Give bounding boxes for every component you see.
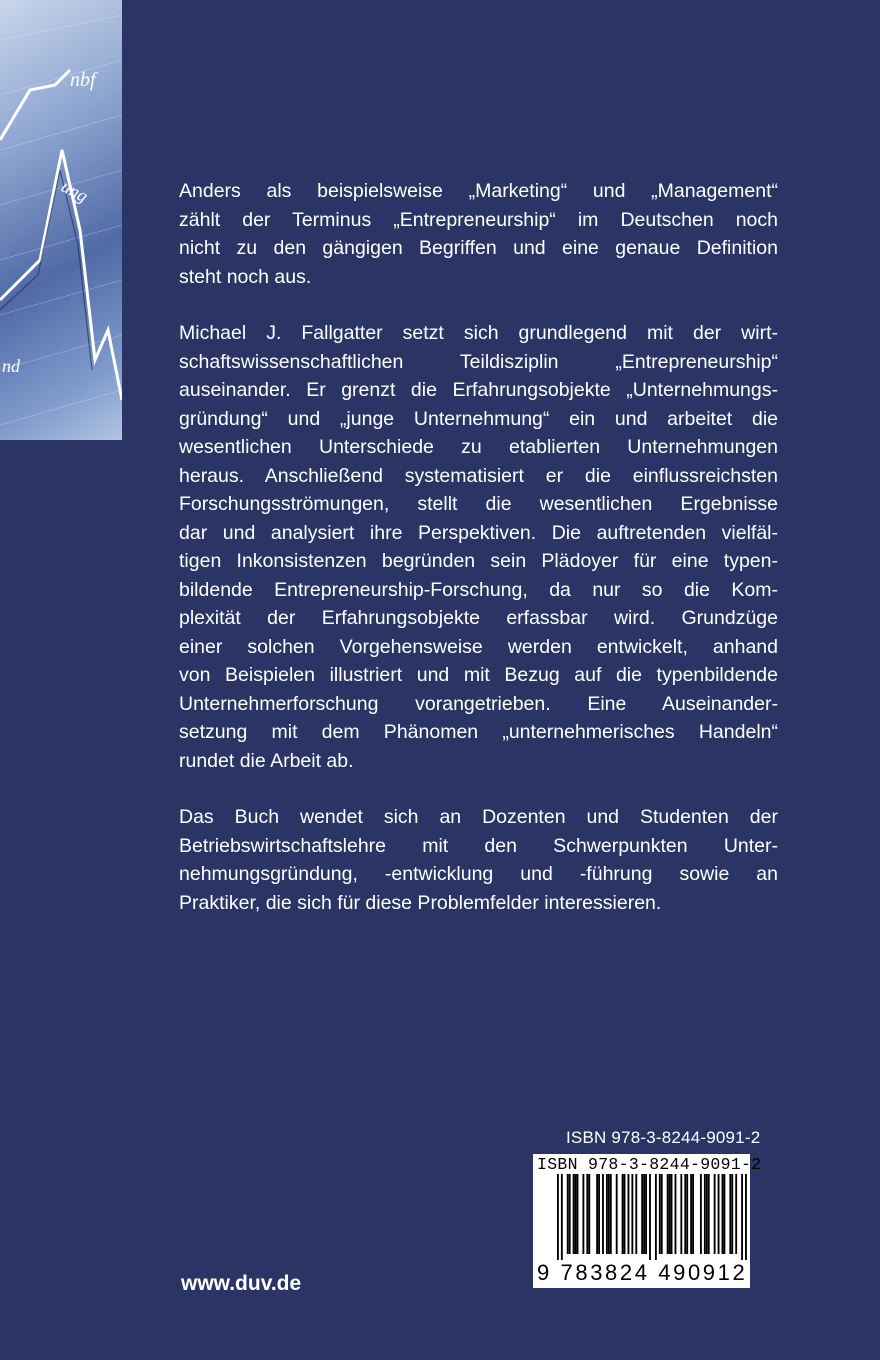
barcode-bar bbox=[645, 1174, 647, 1254]
barcode-bar bbox=[567, 1174, 569, 1254]
barcode-bar bbox=[723, 1174, 725, 1254]
barcode bbox=[533, 1154, 762, 1288]
barcode-bar bbox=[602, 1174, 604, 1254]
blurb-line: Praktiker, die sich für diese Problemfelder interessieren. bbox=[179, 891, 662, 914]
barcode-bar bbox=[706, 1174, 708, 1254]
blurb-line: plexität der Erfahrungsobjekte erfassbar wird. Grundzüge bbox=[179, 607, 778, 629]
barcode-bar bbox=[631, 1174, 633, 1254]
barcode-bar bbox=[690, 1174, 692, 1254]
blurb-line: nehmungsgründung, -entwicklung und -führung sowie an bbox=[179, 863, 778, 885]
blurb-line: rundet die Arbeit ab. bbox=[179, 749, 354, 772]
barcode-bar bbox=[588, 1174, 590, 1254]
barcode-bar bbox=[575, 1174, 577, 1254]
blurb-line: von Beispielen illustriert und mit Bezug auf die typenbildende bbox=[179, 664, 778, 686]
blurb-line: Das Buch wendet sich an Dozenten und Studenten der bbox=[179, 806, 778, 828]
barcode-bar bbox=[692, 1174, 694, 1254]
barcode-isbn-text: ISBN 978-3-8244-9091-2 bbox=[537, 1155, 762, 1174]
cover-art-thumbnail bbox=[0, 0, 122, 440]
blurb-line: einer solchen Vorgehensweise werden entwickelt, anhand bbox=[179, 635, 778, 658]
barcode-digits: 9 783824 490912 bbox=[537, 1260, 748, 1285]
paragraph-audience bbox=[179, 803, 778, 917]
barcode-bar bbox=[628, 1174, 630, 1254]
blurb-line: schaftswissenschaftlichen Teildisziplin „Entrepreneurship“ bbox=[179, 350, 778, 373]
barcode-bar bbox=[659, 1174, 661, 1254]
cover-word-ung: ung bbox=[58, 175, 92, 207]
blurb-text bbox=[179, 177, 778, 945]
paragraph-intro bbox=[179, 177, 778, 291]
barcode-bar bbox=[714, 1174, 716, 1254]
barcode-bar bbox=[641, 1174, 643, 1254]
barcode-bar bbox=[745, 1174, 747, 1260]
blurb-line: zählt der Terminus „Entrepreneurship“ im Deutschen noch bbox=[179, 208, 778, 231]
barcode-bar bbox=[708, 1174, 710, 1254]
blurb-line: auseinander. Er grenzt die Erfahrungsobjekte „Unternehmungs- bbox=[179, 379, 778, 401]
blurb-line: dar und analysiert ihre Perspektiven. Die auftretenden vielfäl- bbox=[179, 521, 778, 544]
barcode-bar bbox=[569, 1174, 571, 1254]
barcode-bar bbox=[573, 1174, 575, 1254]
blurb-line: nicht zu den gängigen Begriffen und eine genaue Definition bbox=[179, 237, 778, 259]
barcode-bar bbox=[729, 1174, 731, 1254]
barcode-bar bbox=[610, 1174, 612, 1254]
blurb-line: wesentlichen Unterschiede zu etablierten Unternehmungen bbox=[179, 436, 778, 458]
barcode-bar bbox=[577, 1174, 579, 1254]
barcode-bar bbox=[661, 1174, 663, 1254]
isbn-label: ISBN 978-3-8244-9091-2 bbox=[566, 1128, 761, 1147]
barcode-bar bbox=[700, 1174, 702, 1254]
barcode-bar bbox=[596, 1174, 598, 1254]
barcode-bar bbox=[586, 1174, 588, 1254]
barcode-bar bbox=[624, 1174, 626, 1254]
barcode-bar bbox=[675, 1174, 677, 1254]
blurb-line: Unternehmerforschung vorangetrieben. Eine Auseinander- bbox=[179, 692, 778, 715]
barcode-bar bbox=[561, 1174, 563, 1260]
barcode-bar bbox=[655, 1174, 657, 1260]
barcode-bar bbox=[741, 1174, 743, 1260]
barcode-bar bbox=[557, 1174, 559, 1260]
barcode-bar bbox=[704, 1174, 706, 1254]
blurb-line: Betriebswirtschaftslehre mit den Schwerpunkten Unter- bbox=[179, 834, 778, 857]
publisher-url[interactable]: www.duv.de bbox=[181, 1272, 302, 1295]
barcode-bar bbox=[671, 1174, 673, 1254]
barcode-bar bbox=[718, 1174, 720, 1254]
barcode-bar bbox=[686, 1174, 688, 1254]
blurb-line: Anders als beispielsweise „Marketing“ und „Management“ bbox=[179, 180, 778, 202]
blurb-line: bildende Entrepreneurship-Forschung, da nur so die Kom- bbox=[179, 578, 778, 601]
barcode-bar bbox=[622, 1174, 624, 1254]
cover-word-nd: nd bbox=[2, 356, 20, 376]
paragraph-summary bbox=[179, 319, 778, 775]
barcode-bar bbox=[635, 1174, 637, 1254]
cover-word-nbf: nbf bbox=[70, 69, 96, 91]
barcode-bar bbox=[722, 1174, 724, 1254]
barcode-bar bbox=[649, 1174, 651, 1260]
barcode-bar bbox=[680, 1174, 682, 1254]
barcode-bar bbox=[735, 1174, 737, 1254]
barcode-bar bbox=[608, 1174, 610, 1254]
barcode-bar bbox=[582, 1174, 584, 1254]
blurb-line: steht noch aus. bbox=[179, 265, 312, 288]
barcode-bar bbox=[616, 1174, 618, 1254]
blurb-line: tigen Inkonsistenzen begründen sein Plädoyer für eine typen- bbox=[179, 550, 778, 572]
blurb-line: heraus. Anschließend systematisiert er die einflussreichsten bbox=[179, 464, 778, 487]
barcode-bar bbox=[669, 1174, 671, 1254]
blurb-line: setzung mit dem Phänomen „unternehmerisches Handeln“ bbox=[179, 721, 778, 743]
barcode-bar bbox=[598, 1174, 600, 1254]
barcode-bar bbox=[667, 1174, 669, 1254]
barcode-bar bbox=[684, 1174, 686, 1254]
blurb-line: Forschungsströmungen, stellt die wesentlichen Ergebnisse bbox=[179, 493, 778, 515]
blurb-line: Michael J. Fallgatter setzt sich grundlegend mit der wirt- bbox=[179, 322, 778, 344]
barcode-bar bbox=[643, 1174, 645, 1254]
barcode-bar bbox=[606, 1174, 608, 1254]
blurb-line: gründung“ und „junge Unternehmung“ ein und arbeitet die bbox=[179, 407, 778, 430]
barcode-bar bbox=[731, 1174, 733, 1254]
barcode-bars bbox=[557, 1174, 747, 1260]
